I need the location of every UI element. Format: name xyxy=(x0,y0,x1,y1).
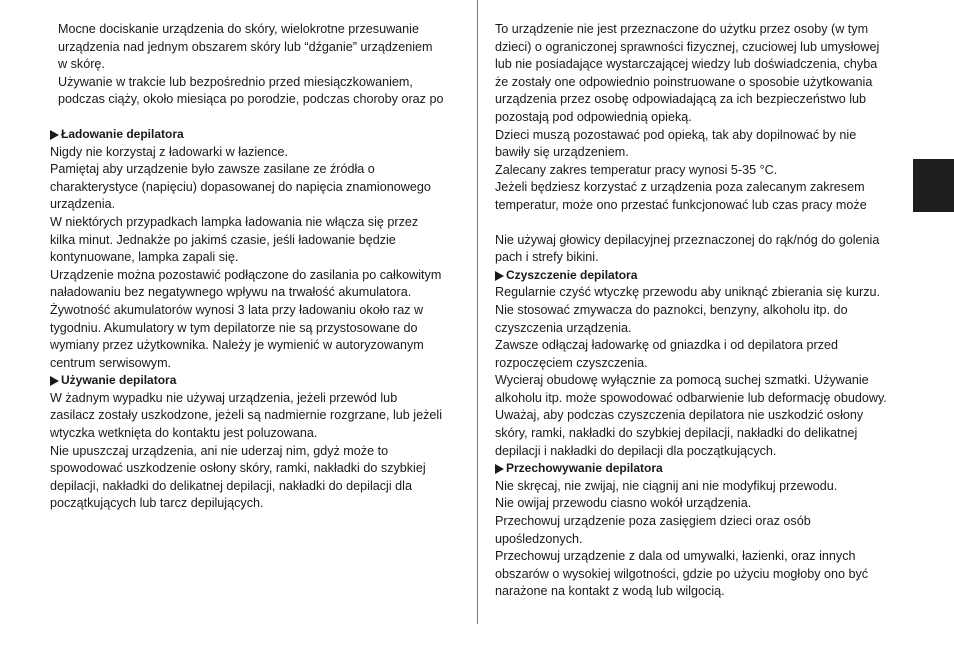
paragraph: Zawsze odłączaj ładowarkę od gniazdka i od depilatora przed rozpoczęciem czyszczenia. xyxy=(495,338,839,370)
column-divider xyxy=(477,0,478,624)
section-heading-storage xyxy=(495,460,915,478)
section-body-cleaning xyxy=(495,284,915,460)
paragraph: Nie owijaj przewodu ciasno wokół urządzenia. xyxy=(495,496,752,511)
paragraph: Urządzenie można pozostawić podłączone do zasilania po całkowitym naładowaniu bez negatywnego wpływu na trwałość akumulatora. xyxy=(50,267,442,300)
paragraph: Żywotność akumulatorów wynosi 3 lata przy ładowaniu około raz w tygodniu. Akumulatory w tym depilatorze nie są przystosowane do wymiany przez użytkownika. Należy je wymienić w autoryzowanym centrum serwisowym. xyxy=(50,302,424,370)
right-column xyxy=(495,21,915,601)
paragraph: Nie skręcaj, nie zwijaj, nie ciągnij ani nie modyfikuj przewodu. xyxy=(495,478,838,493)
paragraph: Nigdy nie korzystaj z ładowarki w łazience. xyxy=(50,144,288,159)
section-body-charging xyxy=(50,144,468,373)
paragraph: Nie stosować zmywacza do paznokci, benzyny, alkoholu itp. do czyszczenia urządzenia. xyxy=(495,302,848,335)
paragraph: Przechowuj urządzenie z dala od umywalki, łazienki, oraz innych obszarów o wysokiej wilgotności, gdzie po użyciu mogłoby ono być narażone na kontakt z wodą lub wilgocią. xyxy=(495,549,869,599)
section-title: Ładowanie depilatora xyxy=(61,126,184,141)
section-heading-cleaning xyxy=(495,267,915,285)
paragraph: Nie używaj głowicy depilacyjnej przeznaczonej do rąk/nóg do golenia pach i strefy bikini. xyxy=(495,232,880,265)
triangle-bullet-icon xyxy=(50,376,59,386)
section-body-using xyxy=(50,390,468,513)
triangle-bullet-icon xyxy=(495,464,504,474)
paragraph: To urządzenie nie jest przeznaczone do użytku przez osoby (w tym dzieci) o ograniczonej sprawności fizycznej, czuciowej lub umysłowej lub nie posiadające wystarczającej wiedzy lub doświadczenia, chyba że zostały one odpowiednio poinstruowane o sposobie użytkowania urządzenia przez osobę odpowiadającą za ich bezpieczeństwo lub pozostają pod odpowiednią opieką. xyxy=(495,22,880,124)
section-title: Używanie depilatora xyxy=(61,373,177,388)
paragraph: Regularnie czyść wtyczkę przewodu aby uniknąć zbierania się kurzu. xyxy=(495,285,880,300)
right-intro xyxy=(495,21,915,215)
paragraph: Przechowuj urządzenie poza zasięgiem dzieci oraz osób upośledzonych. xyxy=(495,514,811,546)
paragraph: Jeżeli będziesz korzystać z urządzenia poza zalecanym zakresem temperatur, może ono przestać funkcjonować lub czas pracy może xyxy=(495,180,867,212)
left-intro xyxy=(50,21,468,109)
chapter-tab-marker xyxy=(913,159,954,212)
paragraph: Pamiętaj aby urządzenie było zawsze zasilane ze źródła o charakterystyce (napięciu) dopasowanej do napięcia znamionowego urządzenia. xyxy=(50,162,431,212)
triangle-bullet-icon xyxy=(495,271,504,281)
paragraph: Zalecany zakres temperatur pracy wynosi 5-35 °C. xyxy=(495,162,778,177)
paragraph: Nie upuszczaj urządzenia, ani nie uderzaj nim, gdyż może to spowodować uszkodzenie osłony skóry, ramki, nakładki do szybkiej depilacji, nakładki do delikatnej depilacji, nakładki do depilacji dla początkujących lub tarcz depilujących. xyxy=(50,443,426,511)
left-column xyxy=(50,21,468,513)
paragraph: W żadnym wypadku nie używaj urządzenia, jeżeli przewód lub zasilacz zostały uszkodzone, jeżeli są nadmiernie rozgrzane, lub jeżeli wtyczka wetknięta do kontaktu jest poluzowana. xyxy=(50,390,442,441)
paragraph: W niektórych przypadkach lampka ładowania nie włącza się przez kilka minut. Jednakże po jakimś czasie, jeśli ładowanie będzie kontynuowane, lampka zapali się. xyxy=(50,214,419,265)
left-intro-paragraph: Mocne dociskanie urządzenia do skóry, wielokrotne przesuwanie urządzenia nad jednym obszarem skóry lub “dźganie” urządzeniem w skórę. xyxy=(58,22,433,72)
section-heading-charging xyxy=(50,126,468,144)
section-title: Przechowywanie depilatora xyxy=(506,461,663,476)
left-intro-paragraph: Używanie w trakcie lub bezpośrednio przed miesiączkowaniem, podczas ciąży, około miesiąca po porodzie, podczas choroby oraz po xyxy=(58,74,444,107)
section-title: Czyszczenie depilatora xyxy=(506,267,638,282)
section-body-storage xyxy=(495,478,915,601)
section-heading-using xyxy=(50,372,468,390)
paragraph: Dzieci muszą pozostawać pod opieką, tak aby dopilnować by nie bawiły się urządzeniem. xyxy=(495,127,857,160)
paragraph: Uważaj, aby podczas czyszczenia depilatora nie uszkodzić osłony skóry, ramki, nakładki do szybkiej depilacji, nakładki do delikatnej depilacji i nakładki do depilacji dla początkujących. xyxy=(495,408,864,458)
triangle-bullet-icon xyxy=(50,130,59,140)
paragraph: Wycieraj obudowę wyłącznie za pomocą suchej szmatki. Używanie alkoholu itp. może spowodować odbarwienie lub deformację obudowy. xyxy=(495,373,887,405)
